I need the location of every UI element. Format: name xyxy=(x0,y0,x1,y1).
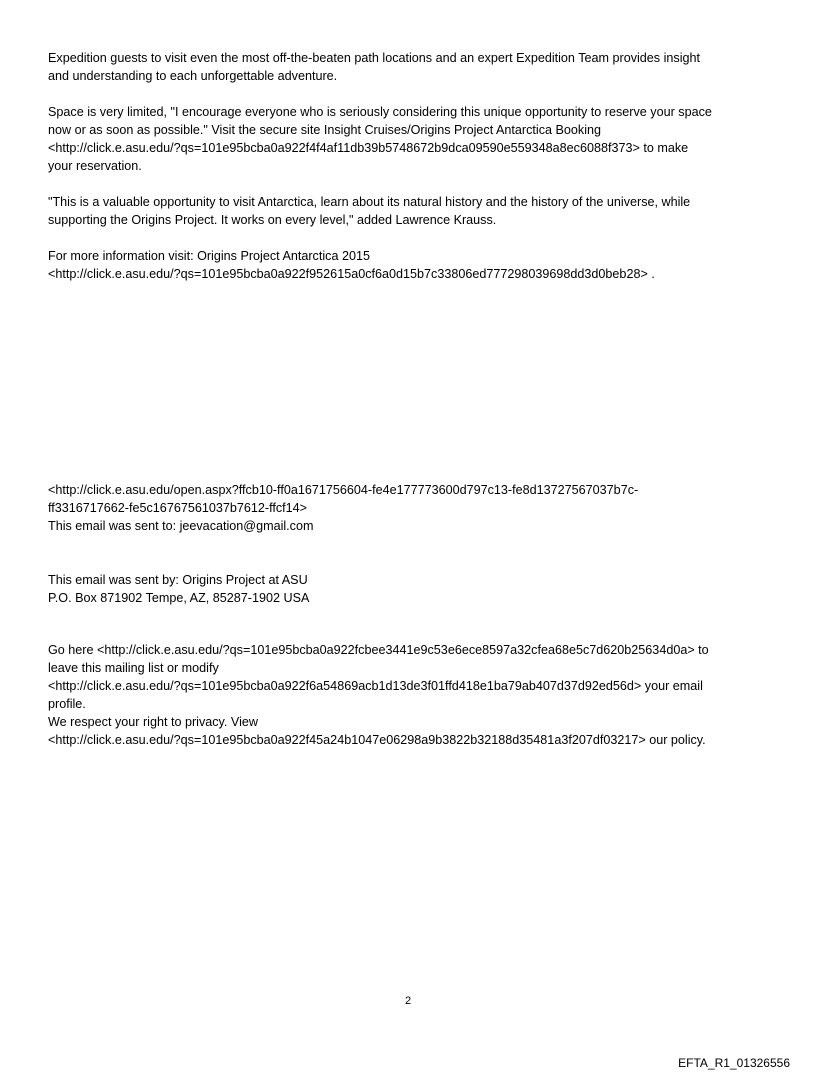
text-line: and understanding to each unforgettable adventure. xyxy=(48,69,338,83)
modify-profile-link[interactable]: <http://click.e.asu.edu/?qs=101e95bcba0a922f6a54869acb1d13de3f01ffd418e1ba79ab407d37d92ed56d> your email xyxy=(48,679,703,693)
paragraph-sent-to xyxy=(48,481,778,535)
privacy-policy-link[interactable]: <http://click.e.asu.edu/?qs=101e95bcba0a922f45a24b1047e06298a9b3822b32188d35481a3f207df03217> our policy. xyxy=(48,733,706,747)
text-line: profile. xyxy=(48,697,86,711)
document-id: EFTA_R1_01326556 xyxy=(678,1056,790,1070)
tracking-link-continued[interactable]: ff3316717662-fe5c16767561037b7612-ffcf14> xyxy=(48,501,307,515)
recipient-line: This email was sent to: jeevacation@gmail.com xyxy=(48,519,314,533)
text-line: Space is very limited, "I encourage everyone who is seriously considering this unique opportunity to reserve your space xyxy=(48,105,712,119)
page-number: 2 xyxy=(404,995,412,1007)
address-line: P.O. Box 871902 Tempe, AZ, 85287-1902 USA xyxy=(48,591,310,605)
unsubscribe-link[interactable]: Go here <http://click.e.asu.edu/?qs=101e95bcba0a922fcbee3441e9c53e6ece8597a32cfea68e5c7d620b25634d0a> to xyxy=(48,643,709,657)
text-line: Expedition guests to visit even the most off-the-beaten path locations and an expert Expedition Team provides insight xyxy=(48,51,701,65)
paragraph-more-info xyxy=(48,247,778,283)
text-line: supporting the Origins Project. It works on every level," added Lawrence Krauss. xyxy=(48,213,497,227)
text-line: leave this mailing list or modify xyxy=(48,661,219,675)
text-line: We respect your right to privacy. View xyxy=(48,715,258,729)
paragraph-expedition-guests xyxy=(48,49,778,85)
tracking-link[interactable]: <http://click.e.asu.edu/open.aspx?ffcb10-ff0a1671756604-fe4e177773600d797c13-fe8d13727567037b7c- xyxy=(48,483,639,497)
booking-link[interactable]: <http://click.e.asu.edu/?qs=101e95bcba0a922f4f4af11db39b5748672b9dca09590e559348a8ec6088f373> to make xyxy=(48,141,689,155)
text-line: "This is a valuable opportunity to visit Antarctica, learn about its natural history and the history of the universe, while xyxy=(48,195,691,209)
paragraph-unsubscribe xyxy=(48,641,778,749)
paragraph-krauss-quote xyxy=(48,193,778,229)
sender-line: This email was sent by: Origins Project at ASU xyxy=(48,573,308,587)
paragraph-space-limited xyxy=(48,103,778,175)
text-line: your reservation. xyxy=(48,159,142,173)
paragraph-sender-address xyxy=(48,571,778,607)
more-info-link[interactable]: <http://click.e.asu.edu/?qs=101e95bcba0a922f952615a0cf6a0d15b7c33806ed777298039698dd3d0beb28> . xyxy=(48,267,655,281)
text-line: now or as soon as possible." Visit the secure site Insight Cruises/Origins Project Antarctica Booking xyxy=(48,123,602,137)
text-line: For more information visit: Origins Project Antarctica 2015 xyxy=(48,249,370,263)
